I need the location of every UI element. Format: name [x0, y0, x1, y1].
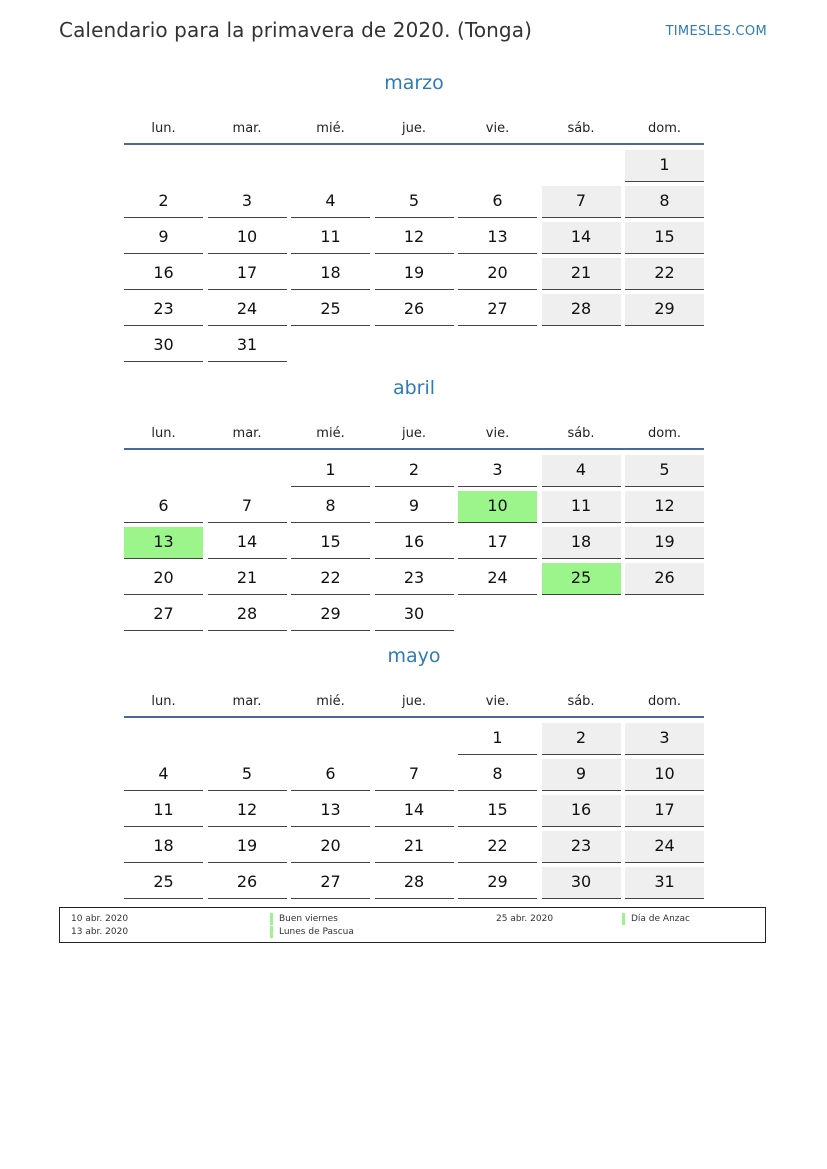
legend-holiday-name: Lunes de Pascua — [270, 926, 354, 938]
day-cell: 12 — [375, 222, 454, 254]
day-cell: 2 — [124, 186, 203, 218]
day-cell: 31 — [625, 867, 704, 899]
day-cell: 18 — [542, 527, 621, 559]
day-cell: 15 — [291, 527, 370, 559]
weekday-label: dom. — [647, 694, 681, 709]
empty-cell — [124, 150, 203, 182]
day-cell: 21 — [208, 563, 287, 595]
day-cell: 29 — [458, 867, 537, 899]
day-cell: 20 — [124, 563, 203, 595]
weekday-label: vie. — [485, 121, 510, 136]
weekday-label: mar. — [232, 121, 262, 136]
day-cell: 17 — [208, 258, 287, 290]
day-cell: 4 — [542, 455, 621, 487]
day-cell: 16 — [375, 527, 454, 559]
day-cell: 28 — [375, 867, 454, 899]
weekday-label: lun. — [151, 426, 176, 441]
day-cell: 8 — [458, 759, 537, 791]
empty-cell — [291, 723, 370, 755]
weekday-label: jue. — [402, 121, 426, 136]
day-cell: 21 — [542, 258, 621, 290]
legend-holiday-name: Buen viernes — [270, 913, 338, 925]
day-cell: 20 — [458, 258, 537, 290]
legend-date: 13 abr. 2020 — [71, 927, 129, 937]
day-cell: 13 — [458, 222, 537, 254]
legend-date: 25 abr. 2020 — [496, 914, 554, 924]
day-cell: 6 — [458, 186, 537, 218]
holiday-legend — [59, 907, 766, 943]
day-cell: 8 — [625, 186, 704, 218]
day-cell: 23 — [124, 294, 203, 326]
day-cell: 23 — [542, 831, 621, 863]
day-grid — [124, 723, 704, 899]
holiday-day-cell: 10 — [458, 491, 537, 523]
day-cell: 29 — [625, 294, 704, 326]
day-cell: 5 — [375, 186, 454, 218]
day-cell: 27 — [291, 867, 370, 899]
empty-cell — [458, 150, 537, 182]
day-cell: 7 — [208, 491, 287, 523]
day-cell: 18 — [291, 258, 370, 290]
day-cell: 11 — [291, 222, 370, 254]
day-cell: 14 — [542, 222, 621, 254]
day-cell: 2 — [542, 723, 621, 755]
month-name: abril — [392, 377, 436, 399]
day-cell: 9 — [375, 491, 454, 523]
day-cell: 2 — [375, 455, 454, 487]
day-cell: 17 — [625, 795, 704, 827]
day-cell: 13 — [291, 795, 370, 827]
day-cell: 1 — [625, 150, 704, 182]
weekday-label: lun. — [151, 694, 176, 709]
month-name: marzo — [384, 72, 444, 94]
empty-cell — [375, 150, 454, 182]
weekday-label: lun. — [151, 121, 176, 136]
weekday-label: jue. — [402, 694, 426, 709]
holiday-day-cell: 25 — [542, 563, 621, 595]
day-cell: 12 — [625, 491, 704, 523]
day-cell: 20 — [291, 831, 370, 863]
month-may — [124, 643, 704, 899]
day-grid — [124, 150, 704, 362]
weekday-label: dom. — [647, 426, 681, 441]
day-cell: 19 — [625, 527, 704, 559]
weekday-label: vie. — [485, 694, 510, 709]
day-cell: 15 — [458, 795, 537, 827]
page-title: Calendario para la primavera de 2020. (Tonga) — [59, 18, 532, 42]
day-cell: 8 — [291, 491, 370, 523]
day-cell: 4 — [124, 759, 203, 791]
day-cell: 28 — [208, 599, 287, 631]
weekday-header — [124, 411, 704, 450]
empty-cell — [375, 723, 454, 755]
day-cell: 10 — [625, 759, 704, 791]
day-cell: 31 — [208, 330, 287, 362]
day-cell: 22 — [458, 831, 537, 863]
brand-link[interactable]: TIMESLES.COM — [665, 24, 767, 39]
day-cell: 3 — [625, 723, 704, 755]
weekday-label: sáb. — [567, 694, 595, 709]
day-cell: 19 — [208, 831, 287, 863]
empty-cell — [208, 723, 287, 755]
day-cell: 26 — [375, 294, 454, 326]
empty-cell — [208, 150, 287, 182]
day-cell: 16 — [542, 795, 621, 827]
day-cell: 25 — [124, 867, 203, 899]
day-cell: 30 — [542, 867, 621, 899]
empty-cell — [124, 455, 203, 487]
weekday-label: mar. — [232, 426, 262, 441]
day-cell: 6 — [291, 759, 370, 791]
day-cell: 18 — [124, 831, 203, 863]
empty-cell — [291, 150, 370, 182]
legend-date: 10 abr. 2020 — [71, 914, 129, 924]
empty-cell — [124, 723, 203, 755]
weekday-label: dom. — [647, 121, 681, 136]
weekday-label: sáb. — [567, 426, 595, 441]
day-cell: 25 — [291, 294, 370, 326]
weekday-label: vie. — [485, 426, 510, 441]
weekday-label: jue. — [402, 426, 426, 441]
day-cell: 19 — [375, 258, 454, 290]
weekday-label: mié. — [316, 426, 345, 441]
day-cell: 15 — [625, 222, 704, 254]
weekday-header — [124, 679, 704, 718]
day-cell: 3 — [208, 186, 287, 218]
day-cell: 5 — [625, 455, 704, 487]
weekday-label: mié. — [316, 121, 345, 136]
day-cell: 27 — [124, 599, 203, 631]
day-cell: 11 — [542, 491, 621, 523]
day-cell: 9 — [542, 759, 621, 791]
empty-cell — [208, 455, 287, 487]
day-cell: 7 — [375, 759, 454, 791]
day-cell: 22 — [625, 258, 704, 290]
weekday-label: mié. — [316, 694, 345, 709]
day-cell: 1 — [291, 455, 370, 487]
month-march — [124, 70, 704, 362]
day-cell: 30 — [124, 330, 203, 362]
day-cell: 17 — [458, 527, 537, 559]
day-cell: 22 — [291, 563, 370, 595]
day-cell: 24 — [458, 563, 537, 595]
day-cell: 7 — [542, 186, 621, 218]
weekday-label: mar. — [232, 694, 262, 709]
day-cell: 9 — [124, 222, 203, 254]
day-cell: 23 — [375, 563, 454, 595]
month-name: mayo — [387, 645, 441, 667]
weekday-label: sáb. — [567, 121, 595, 136]
day-cell: 3 — [458, 455, 537, 487]
day-cell: 14 — [375, 795, 454, 827]
day-cell: 27 — [458, 294, 537, 326]
day-cell: 1 — [458, 723, 537, 755]
day-cell: 24 — [208, 294, 287, 326]
holiday-day-cell: 13 — [124, 527, 203, 559]
day-cell: 30 — [375, 599, 454, 631]
day-cell: 21 — [375, 831, 454, 863]
empty-cell — [542, 150, 621, 182]
weekday-header — [124, 106, 704, 145]
day-cell: 16 — [124, 258, 203, 290]
day-cell: 29 — [291, 599, 370, 631]
legend-holiday-name: Día de Anzac — [622, 913, 690, 925]
day-cell: 28 — [542, 294, 621, 326]
day-cell: 26 — [208, 867, 287, 899]
day-cell: 14 — [208, 527, 287, 559]
day-cell: 10 — [208, 222, 287, 254]
day-cell: 12 — [208, 795, 287, 827]
day-cell: 5 — [208, 759, 287, 791]
day-cell: 11 — [124, 795, 203, 827]
day-cell: 24 — [625, 831, 704, 863]
day-grid — [124, 455, 704, 631]
day-cell: 26 — [625, 563, 704, 595]
month-april — [124, 375, 704, 631]
day-cell: 6 — [124, 491, 203, 523]
day-cell: 4 — [291, 186, 370, 218]
